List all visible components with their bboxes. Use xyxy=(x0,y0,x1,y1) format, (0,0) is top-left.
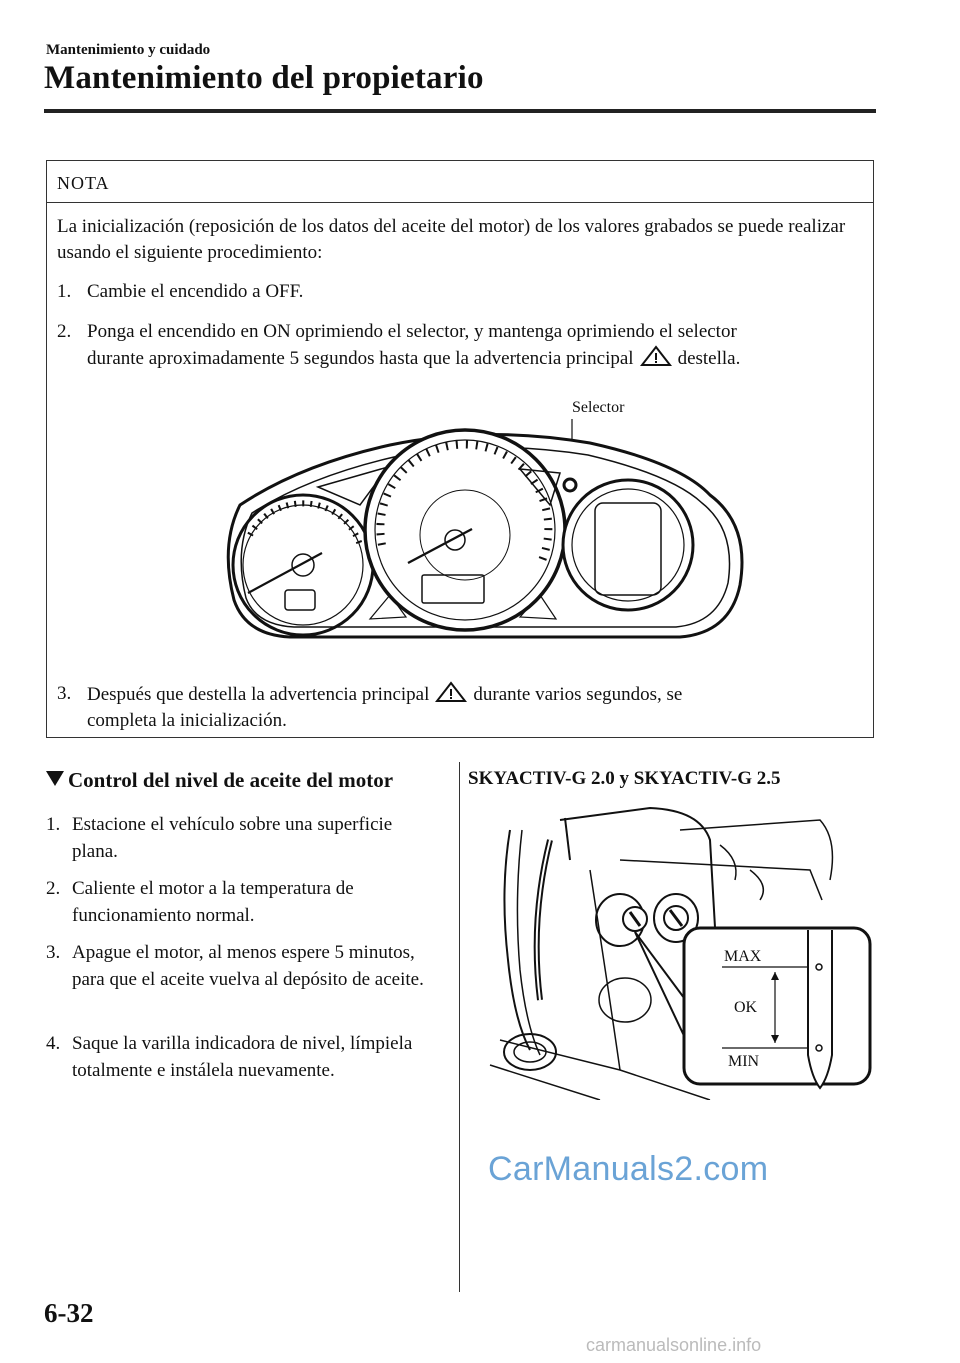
page-title: Mantenimiento del propietario xyxy=(44,60,484,96)
note-header xyxy=(47,161,873,203)
step-number: 1. xyxy=(46,814,61,835)
selector-callout-label: Selector xyxy=(572,399,625,416)
note-step-3 xyxy=(57,681,867,733)
master-warning-icon xyxy=(640,345,672,367)
oil-check-step-2 xyxy=(46,875,446,929)
step-text: Saque la varilla indicadora de nivel, límpiela totalmente e instálela nuevamente. xyxy=(72,1033,413,1081)
step-text: Caliente el motor a la temperatura de funcionamiento normal. xyxy=(72,878,354,926)
section-label: Mantenimiento y cuidado xyxy=(46,42,211,58)
master-warning-icon xyxy=(435,681,467,703)
instrument-cluster-illustration xyxy=(210,395,750,655)
oil-check-heading-text: Control del nivel de aceite del motor xyxy=(68,768,394,792)
column-divider xyxy=(459,762,460,1292)
step-text-line2 xyxy=(87,345,867,372)
step-text: Estacione el vehículo sobre una superficie plana. xyxy=(72,814,393,862)
oil-check-step-3 xyxy=(46,939,446,1020)
title-rule xyxy=(44,109,876,113)
page-number: 6-32 xyxy=(44,1298,94,1328)
oil-check-heading xyxy=(46,768,393,793)
footer-url: carmanualsonline.info xyxy=(586,1335,762,1355)
step-text-post: destella. xyxy=(677,348,741,369)
triangle-marker-icon xyxy=(46,771,64,786)
step-text: Cambie el encendido a OFF. xyxy=(87,281,304,302)
engine-figure-caption: SKYACTIV-G 2.0 y SKYACTIV-G 2.5 xyxy=(468,768,781,789)
step-text-line2: completa la inicialización. xyxy=(87,710,287,731)
oil-check-step-4 xyxy=(46,1030,446,1111)
step-text-pre: Después que destella la advertencia principal xyxy=(87,684,430,705)
step-text-line1 xyxy=(87,681,867,708)
step-number: 3. xyxy=(57,683,72,704)
step-number: 4. xyxy=(46,1033,61,1054)
step-number: 1. xyxy=(57,281,72,302)
step-number: 3. xyxy=(46,942,61,963)
note-step-2 xyxy=(57,319,867,371)
engine-dipstick-illustration xyxy=(470,800,880,1100)
step-text-line1: Ponga el encendido en ON oprimiendo el selector, y mantenga oprimiendo el selector xyxy=(87,321,737,342)
oil-check-step-1 xyxy=(46,811,446,865)
watermark-logo: CarManuals2.com xyxy=(488,1150,769,1188)
step-text: Apague el motor, al menos espere 5 minutos, para que el aceite vuelva al depósito de aceite. xyxy=(72,942,424,990)
note-label: NOTA xyxy=(57,173,110,193)
step-number: 2. xyxy=(46,878,61,899)
note-step-1 xyxy=(57,279,867,305)
dipstick-min-label: MIN xyxy=(728,1053,760,1070)
step-number: 2. xyxy=(57,321,72,342)
note-intro: La inicialización (reposición de los datos del aceite del motor) de los valores grabados se puede realizar usando el siguiente procedimiento: xyxy=(57,216,846,263)
step-text-pre: durante aproximadamente 5 segundos hasta que la advertencia principal xyxy=(87,348,634,369)
step-text-post: durante varios segundos, se xyxy=(473,684,683,705)
dipstick-ok-label: OK xyxy=(734,999,758,1016)
dipstick-max-label: MAX xyxy=(724,948,762,965)
